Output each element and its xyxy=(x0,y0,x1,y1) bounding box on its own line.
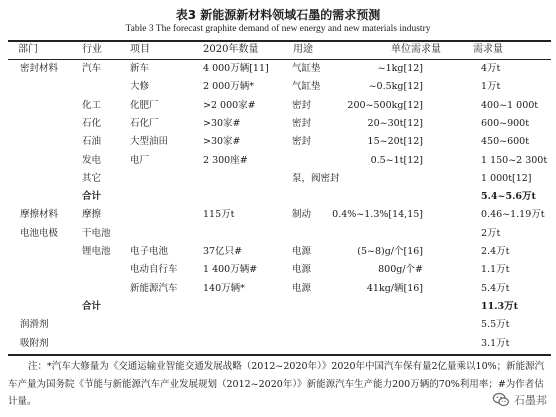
cell-demand: 450~600t xyxy=(481,136,530,148)
cell-use: 电源 xyxy=(292,264,312,276)
cell-demand: 1万t xyxy=(481,81,501,93)
header-qty: 2020年数量 xyxy=(203,44,259,55)
cell-demand: 600~900t xyxy=(481,117,530,129)
cell-item: 大型油田 xyxy=(130,136,169,148)
cell-unit: 0.4%~1.3%[14,15] xyxy=(332,209,423,221)
table-title-cn: 表3 新能源新材料领域石墨的需求预测 xyxy=(175,8,381,22)
table-row xyxy=(0,97,556,115)
cell-use: 密封 xyxy=(292,117,312,129)
table-row xyxy=(0,115,556,133)
cell-demand: 1.1万t xyxy=(481,264,510,276)
table-row xyxy=(0,206,556,224)
cell-demand: 0.46~1.19万t xyxy=(481,209,545,221)
table-notes: 注：*汽车大修量为《交通运输业智能交通发展战略（2012~2020年）》2020年中国汽车保有量2亿量乘以10%；新能源汽车产量为国务院《节能与新能源汽车产业发展规划（2012~2020年）》新能源汽车生产能力200万辆的70%利用率；#为作者估计量。 xyxy=(8,361,545,407)
cell-demand: 1 150~2 300t xyxy=(481,154,548,166)
cell-unit: ~1kg[12] xyxy=(377,63,423,74)
cell-item: 电动自行车 xyxy=(130,264,178,276)
cell-industry: 汽车 xyxy=(82,63,102,74)
cell-use: 气缸垫 xyxy=(292,81,321,93)
cell-dept: 吸附剂 xyxy=(20,337,49,349)
cell-industry: 化工 xyxy=(82,99,102,111)
cell-demand: 400~1 000t xyxy=(481,99,539,111)
cell-unit: 41kg/辆[16] xyxy=(366,282,423,294)
cell-demand: 3.1万t xyxy=(481,337,510,349)
cell-industry: 石化 xyxy=(82,117,102,129)
cell-unit: 20~30t[12] xyxy=(367,117,423,129)
header-unit: 单位需求量 xyxy=(391,44,441,55)
cell-industry: 其它 xyxy=(82,172,102,184)
table-row xyxy=(0,316,556,334)
cell-qty: 37亿只# xyxy=(203,246,243,257)
cell-use: 电源 xyxy=(292,282,312,294)
cell-unit: 0.5~1t[12] xyxy=(370,154,423,166)
cell-industry: 发电 xyxy=(82,154,102,166)
cell-unit: 15~20t[12] xyxy=(367,136,423,148)
cell-dept: 电池电极 xyxy=(20,227,59,239)
cell-industry: 摩擦 xyxy=(82,209,102,221)
cell-demand: 5.4~5.6万t xyxy=(481,191,536,203)
header-item: 项目 xyxy=(130,44,150,55)
cell-industry: 石油 xyxy=(82,136,102,148)
header-row xyxy=(0,41,556,59)
cell-use: 密封 xyxy=(292,136,312,148)
table-row xyxy=(0,280,556,298)
table-row xyxy=(0,225,556,243)
cell-item: 化肥厂 xyxy=(130,99,159,111)
bottom-rule xyxy=(8,354,551,356)
watermark xyxy=(489,389,550,411)
cell-item: 新车 xyxy=(130,63,150,74)
table-row xyxy=(0,78,556,96)
cell-industry: 干电池 xyxy=(82,227,111,239)
cell-industry: 锂电池 xyxy=(82,246,111,257)
cell-use: 泵，阀密封 xyxy=(292,172,340,184)
cell-demand: 2万t xyxy=(481,227,501,239)
cell-demand: 1 000t[12] xyxy=(481,172,532,184)
table-row xyxy=(0,152,556,170)
cell-dept: 摩擦材料 xyxy=(20,209,59,221)
cell-qty: 2 000万辆* xyxy=(203,81,254,93)
header-industry: 行业 xyxy=(82,44,102,55)
cell-qty: >30家# xyxy=(203,136,241,148)
table-row xyxy=(0,170,556,188)
cell-demand: 2.4万t xyxy=(481,246,510,257)
cell-use: 密封 xyxy=(292,99,312,111)
table-row xyxy=(0,261,556,279)
cell-qty: 2 300座# xyxy=(203,154,248,166)
watermark-text: 石墨邦 xyxy=(514,394,547,407)
cell-unit: (5~8)g/个[16] xyxy=(357,246,423,257)
cell-demand: 4万t xyxy=(481,63,501,74)
cell-demand: 5.4万t xyxy=(481,282,510,294)
cell-qty: >30家# xyxy=(203,117,241,129)
table-row xyxy=(0,188,556,206)
table-row xyxy=(0,60,556,78)
header-dept: 部门 xyxy=(18,44,38,55)
table-row xyxy=(0,335,556,353)
cell-item: 电子电池 xyxy=(130,246,169,257)
cell-unit: 800g/个# xyxy=(378,264,423,276)
cell-item: 新能源汽车 xyxy=(130,282,178,294)
header-use: 用途 xyxy=(293,44,313,55)
cell-qty: 140万辆* xyxy=(203,282,245,294)
cell-item: 电厂 xyxy=(130,154,150,166)
cell-qty: 115万t xyxy=(203,209,235,221)
cell-unit: ~0.5kg[12] xyxy=(368,81,423,93)
table-row xyxy=(0,243,556,261)
header-demand: 需求量 xyxy=(473,44,503,55)
cell-use: 电源 xyxy=(292,246,312,257)
cell-dept: 润滑剂 xyxy=(20,319,49,331)
cell-use: 气缸垫 xyxy=(292,63,321,74)
table-row xyxy=(0,133,556,151)
cell-qty: 4 000万辆[11] xyxy=(203,63,269,74)
cell-dept: 密封材料 xyxy=(20,63,59,74)
table-title-en: Table 3 The forecast graphite demand of new energy and new materials industry xyxy=(125,24,431,34)
cell-industry: 合计 xyxy=(82,300,102,312)
cell-item: 大修 xyxy=(130,81,150,93)
cell-qty: >2 000家# xyxy=(203,99,256,111)
cell-item: 石化厂 xyxy=(130,117,159,129)
table-row xyxy=(0,298,556,316)
cell-unit: 200~500kg[12] xyxy=(347,99,423,111)
cell-industry: 合计 xyxy=(82,191,102,203)
cell-qty: 1 400万辆# xyxy=(203,264,258,276)
wechat-icon xyxy=(492,391,510,409)
cell-demand: 5.5万t xyxy=(481,319,510,331)
cell-use: 制动 xyxy=(292,209,312,221)
cell-demand: 11.3万t xyxy=(481,300,519,312)
